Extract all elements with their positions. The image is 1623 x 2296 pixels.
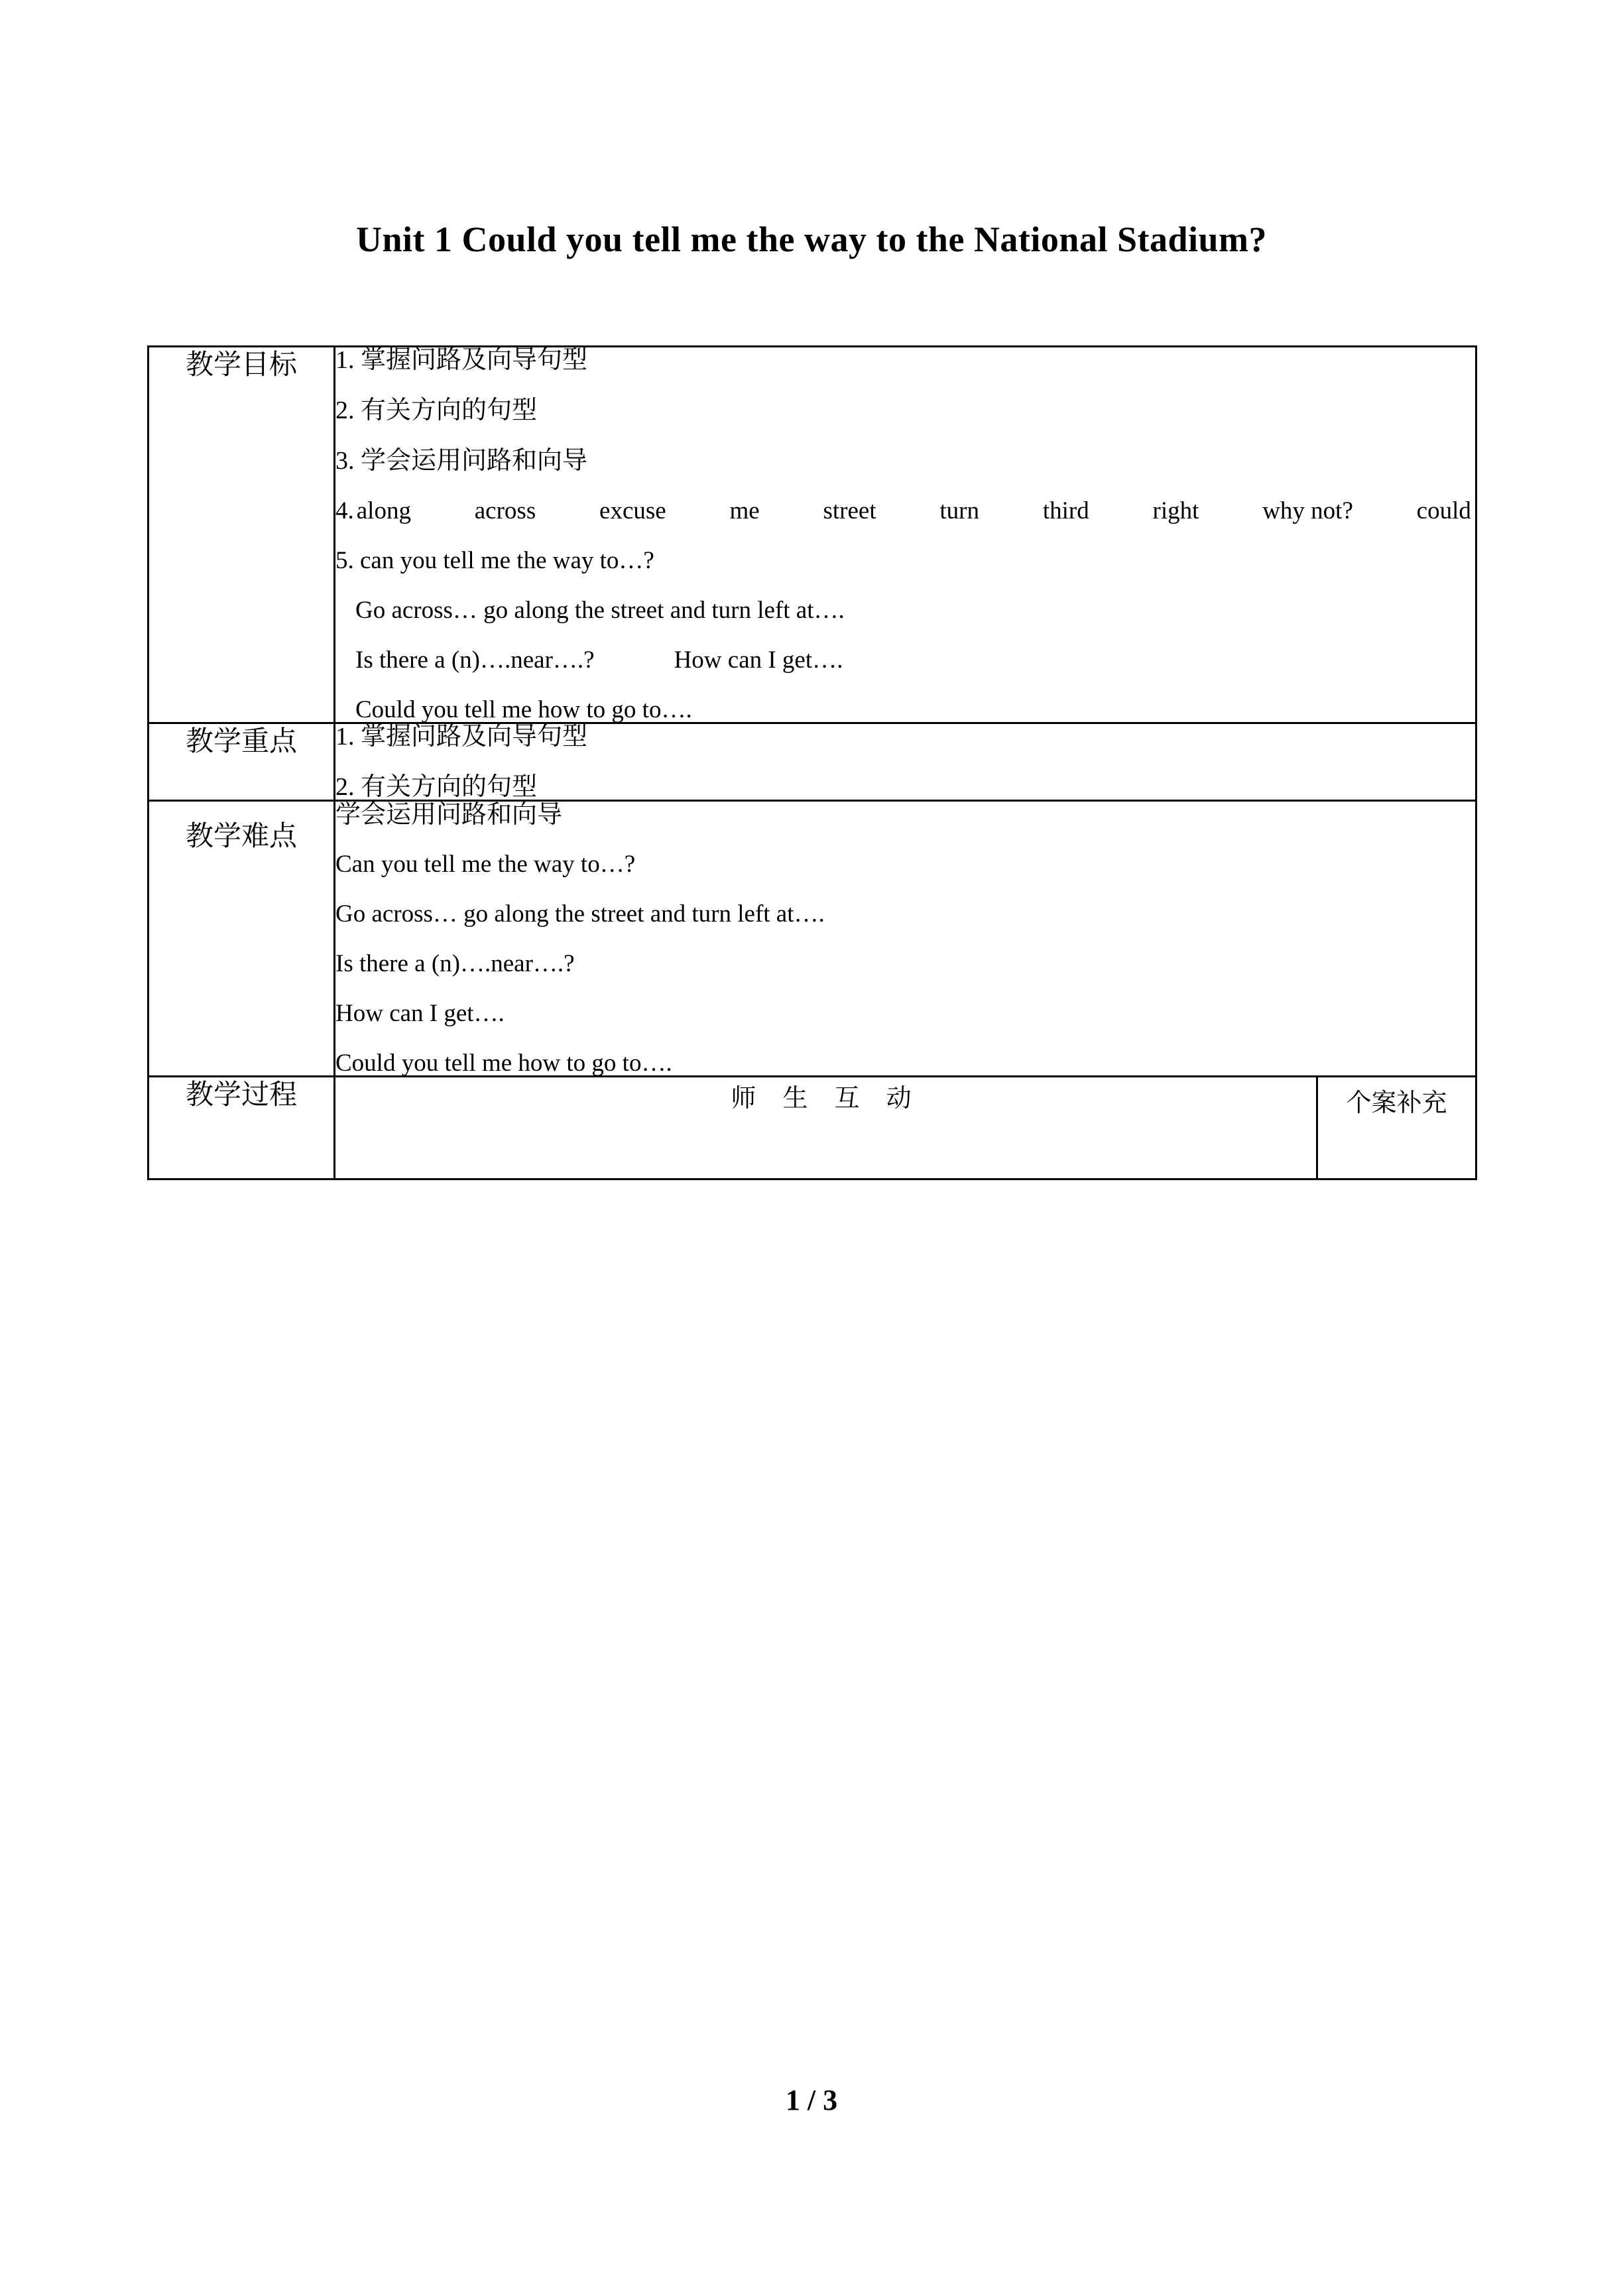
difficult-point-line-3: Go across… go along the street and turn left at….	[335, 900, 825, 928]
objective-example-1: Go across… go along the street and turn left at….	[355, 597, 845, 624]
vocabulary-word: right	[1152, 497, 1199, 524]
row-label-key-points: 教学重点	[149, 723, 335, 801]
row-label-difficult-points: 教学难点	[149, 801, 335, 1077]
objective-example-2b: How can I get….	[674, 646, 843, 674]
row-content-key-points	[335, 723, 1476, 801]
vocabulary-word: across	[474, 497, 536, 524]
objective-line-5: 5. can you tell me the way to…?	[335, 547, 654, 574]
row-label-teaching-objectives: 教学目标	[149, 347, 335, 723]
difficult-point-line-4: Is there a (n)….near….?	[335, 950, 575, 977]
teacher-student-interaction-header: 师 生 互 动	[335, 1077, 1317, 1179]
vocabulary-word: could	[1416, 497, 1471, 524]
objective-line-2: 2. 有关方向的句型	[335, 396, 538, 424]
vocabulary-word: excuse	[599, 497, 666, 524]
vocabulary-word: third	[1042, 497, 1089, 524]
vocabulary-word: turn	[939, 497, 980, 524]
individual-supplement-header: 个案补充	[1317, 1077, 1476, 1179]
row-content-difficult-points	[335, 801, 1476, 1077]
objective-example-2a: Is there a (n)….near….?	[355, 646, 595, 674]
page-number: 1 / 3	[785, 2084, 838, 2116]
table-row	[149, 723, 1476, 801]
key-point-line-2: 2. 有关方向的句型	[335, 773, 538, 801]
vocabulary-index: 4.	[335, 497, 354, 524]
row-label-teaching-process: 教学过程	[149, 1077, 335, 1179]
vocabulary-word-list	[357, 499, 1475, 523]
table-row	[149, 801, 1476, 1077]
key-point-line-1: 1. 掌握问路及向导句型	[335, 723, 588, 751]
page-title: Unit 1 Could you tell me the way to the National Stadium?	[355, 219, 1268, 259]
objective-vocabulary-line	[335, 499, 1475, 523]
objective-example-3: Could you tell me how to go to….	[355, 696, 692, 723]
table-row	[149, 347, 1476, 723]
table-row	[149, 1077, 1476, 1179]
vocabulary-word: street	[823, 497, 876, 524]
difficult-point-line-6: Could you tell me how to go to….	[335, 1050, 672, 1077]
difficult-point-line-5: How can I get….	[335, 1000, 505, 1027]
vocabulary-word: along	[356, 497, 411, 524]
vocabulary-word: me	[729, 497, 760, 524]
row-content-teaching-objectives	[335, 347, 1476, 723]
lesson-plan-table	[147, 345, 1477, 1180]
objective-line-1: 1. 掌握问路及向导句型	[335, 346, 588, 374]
objective-example-2	[335, 648, 1475, 672]
vocabulary-word: why not?	[1262, 497, 1353, 524]
difficult-point-line-1: 学会运用问路和向导	[335, 800, 563, 829]
objective-line-3: 3. 学会运用问路和向导	[335, 447, 588, 475]
difficult-point-line-2: Can you tell me the way to…?	[335, 851, 636, 878]
